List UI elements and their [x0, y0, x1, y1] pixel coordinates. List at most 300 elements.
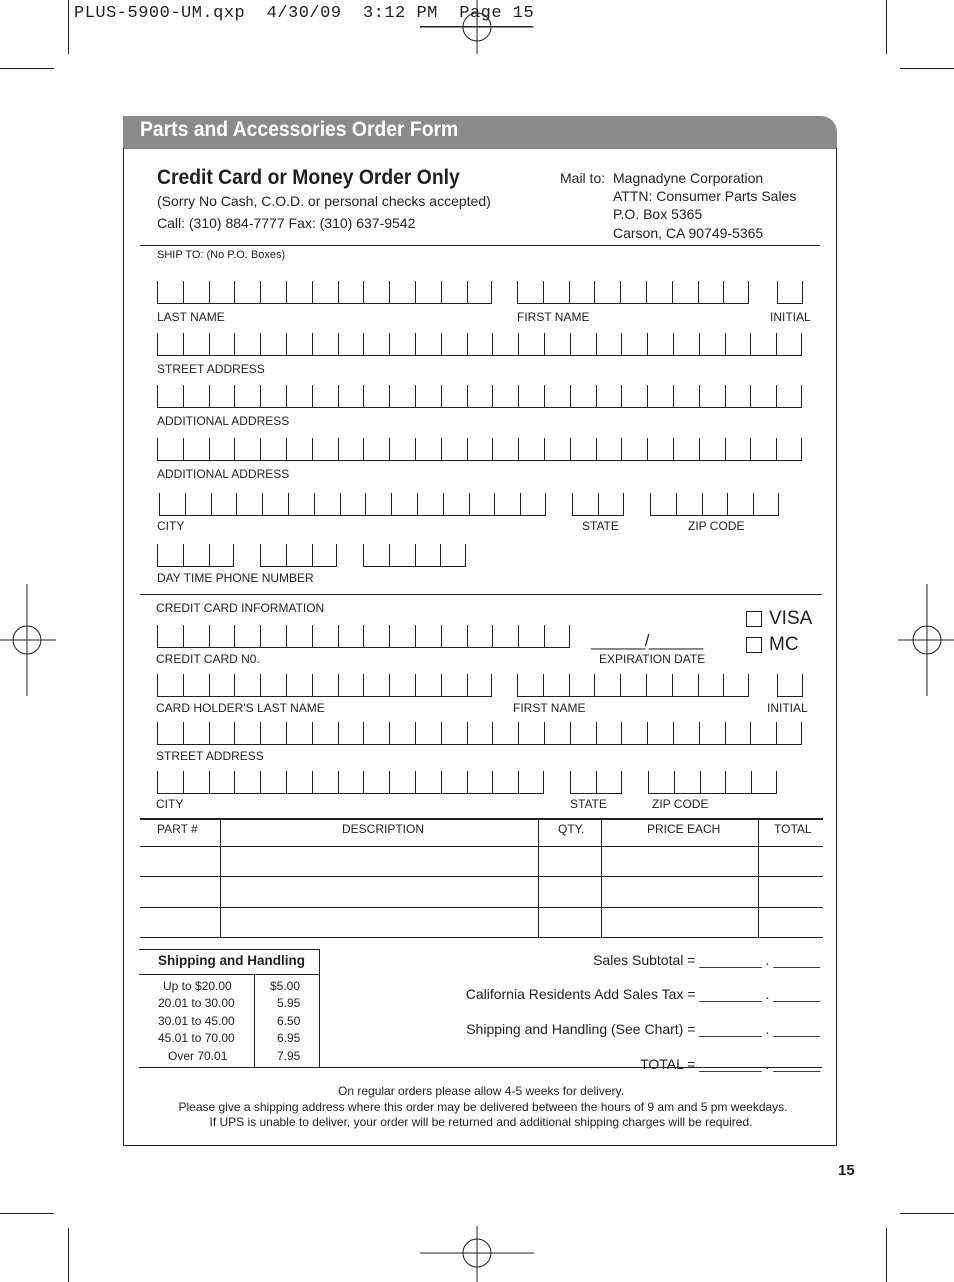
character-box[interactable]: [467, 722, 493, 745]
character-box[interactable]: [338, 333, 364, 356]
character-box[interactable]: [441, 625, 467, 648]
visa-label: VISA: [769, 608, 813, 629]
character-box[interactable]: [183, 333, 209, 356]
character-box[interactable]: [389, 722, 415, 745]
character-box[interactable]: [673, 333, 699, 356]
city-label: CITY: [157, 519, 185, 533]
character-box[interactable]: [441, 281, 467, 304]
mail-line: Magnadyne Corporation: [613, 170, 764, 186]
character-box[interactable]: [725, 771, 751, 794]
character-box[interactable]: [570, 771, 596, 794]
character-box[interactable]: [236, 493, 262, 516]
character-box[interactable]: [776, 438, 802, 461]
character-box[interactable]: [260, 385, 286, 408]
character-box[interactable]: [544, 438, 570, 461]
state-label: STATE: [582, 519, 619, 533]
character-box[interactable]: [260, 771, 286, 794]
character-box[interactable]: [699, 333, 725, 356]
character-box[interactable]: [517, 674, 543, 697]
character-box[interactable]: [776, 722, 802, 745]
character-box[interactable]: [234, 771, 260, 794]
mail-label: Mail to:: [560, 170, 606, 186]
character-box[interactable]: [234, 674, 260, 697]
character-box[interactable]: [725, 385, 751, 408]
character-box[interactable]: [185, 493, 211, 516]
character-box[interactable]: [209, 771, 235, 794]
character-box[interactable]: [520, 493, 546, 516]
table-column-rule: [220, 820, 221, 938]
shipping-chart-title: Shipping and Handling: [158, 953, 305, 968]
character-box[interactable]: [391, 493, 417, 516]
character-box[interactable]: [338, 722, 364, 745]
character-box[interactable]: [209, 385, 235, 408]
character-box[interactable]: [518, 333, 544, 356]
expiration-date-field[interactable]: ______/______: [591, 631, 703, 650]
additional-address-boxes[interactable]: [157, 438, 802, 461]
slug-underline: [420, 26, 532, 27]
character-box[interactable]: [777, 674, 803, 697]
character-box[interactable]: [338, 771, 364, 794]
character-box[interactable]: [209, 674, 235, 697]
character-box[interactable]: [594, 281, 620, 304]
character-box[interactable]: [209, 333, 235, 356]
character-box[interactable]: [492, 385, 518, 408]
character-box[interactable]: [183, 722, 209, 745]
character-box[interactable]: [338, 385, 364, 408]
additional-address-boxes[interactable]: [157, 385, 802, 408]
shipping-chart-rule: [139, 974, 320, 975]
character-box[interactable]: [363, 722, 389, 745]
character-box[interactable]: [544, 333, 570, 356]
price-each-header: PRICE EACH: [647, 822, 721, 836]
character-box[interactable]: [672, 281, 698, 304]
character-box[interactable]: [389, 281, 415, 304]
character-box[interactable]: [518, 385, 544, 408]
character-box[interactable]: [777, 281, 803, 304]
character-box[interactable]: [621, 438, 647, 461]
character-box[interactable]: [518, 771, 544, 794]
card-holder-first-name-label: FIRST NAME: [513, 701, 586, 715]
character-box[interactable]: [260, 438, 286, 461]
character-box[interactable]: [647, 385, 673, 408]
crop-mark: [900, 68, 954, 69]
character-box[interactable]: [753, 493, 779, 516]
card-city-boxes[interactable]: [157, 771, 544, 794]
character-box[interactable]: [596, 771, 622, 794]
character-box[interactable]: [492, 333, 518, 356]
character-box[interactable]: [260, 625, 286, 648]
card-state-boxes[interactable]: [570, 771, 622, 794]
description-header: DESCRIPTION: [342, 822, 425, 836]
character-box[interactable]: [157, 385, 183, 408]
character-box[interactable]: [286, 281, 312, 304]
character-box[interactable]: [389, 333, 415, 356]
divider: [140, 245, 820, 246]
character-box[interactable]: [699, 438, 725, 461]
card-holder-first-name-boxes[interactable]: [517, 674, 749, 697]
character-box[interactable]: [389, 438, 415, 461]
character-box[interactable]: [286, 438, 312, 461]
character-box[interactable]: [312, 385, 338, 408]
character-box[interactable]: [415, 674, 441, 697]
character-box[interactable]: [750, 722, 776, 745]
character-box[interactable]: [596, 385, 622, 408]
contact-info: Call: (310) 884-7777 Fax: (310) 637-9542: [157, 215, 416, 231]
character-box[interactable]: [469, 493, 495, 516]
initial-label: INITIAL: [770, 310, 811, 324]
zip-code-boxes[interactable]: [650, 493, 779, 516]
character-box[interactable]: [467, 281, 493, 304]
character-box[interactable]: [209, 544, 235, 567]
character-box[interactable]: [672, 674, 698, 697]
character-box[interactable]: [157, 771, 183, 794]
character-box[interactable]: [157, 281, 183, 304]
character-box[interactable]: [441, 674, 467, 697]
character-box[interactable]: [389, 674, 415, 697]
character-box[interactable]: [596, 438, 622, 461]
mc-checkbox[interactable]: [746, 637, 762, 653]
phone-area-code-boxes[interactable]: [157, 544, 234, 567]
character-box[interactable]: [699, 385, 725, 408]
file-slug: PLUS-5900-UM.qxp 4/30/09 3:12 PM Page 15: [74, 4, 535, 23]
registration-mark-bottom: [420, 1226, 534, 1282]
character-box[interactable]: [262, 493, 288, 516]
character-box[interactable]: [467, 438, 493, 461]
character-box[interactable]: [517, 281, 543, 304]
character-box[interactable]: [570, 722, 596, 745]
character-box[interactable]: [363, 544, 389, 567]
character-box[interactable]: [312, 333, 338, 356]
character-box[interactable]: [286, 625, 312, 648]
character-box[interactable]: [621, 333, 647, 356]
crop-mark: [68, 1228, 69, 1282]
character-box[interactable]: [415, 544, 441, 567]
character-box[interactable]: [415, 281, 441, 304]
character-box[interactable]: [234, 625, 260, 648]
character-box[interactable]: [467, 333, 493, 356]
character-box[interactable]: [312, 544, 338, 567]
character-box[interactable]: [676, 493, 702, 516]
character-box[interactable]: [621, 385, 647, 408]
qty-header: QTY.: [558, 822, 585, 836]
character-box[interactable]: [183, 544, 209, 567]
character-box[interactable]: [441, 722, 467, 745]
character-box[interactable]: [340, 493, 366, 516]
card-holder-initial-box[interactable]: [777, 674, 803, 697]
character-box[interactable]: [492, 625, 518, 648]
character-box[interactable]: [673, 385, 699, 408]
character-box[interactable]: [543, 281, 569, 304]
character-box[interactable]: [647, 333, 673, 356]
character-box[interactable]: [415, 438, 441, 461]
character-box[interactable]: [492, 438, 518, 461]
character-box[interactable]: [363, 385, 389, 408]
character-box[interactable]: [338, 674, 364, 697]
character-box[interactable]: [209, 625, 235, 648]
character-box[interactable]: [234, 281, 260, 304]
shipping-range: Over 70.01: [168, 1049, 228, 1063]
credit-card-number-boxes[interactable]: [157, 625, 570, 648]
credit-card-info-label: CREDIT CARD INFORMATION: [156, 601, 325, 615]
visa-checkbox[interactable]: [746, 611, 762, 627]
character-box[interactable]: [312, 625, 338, 648]
crop-mark: [900, 1213, 954, 1214]
table-row[interactable]: [140, 937, 823, 938]
character-box[interactable]: [286, 385, 312, 408]
character-box[interactable]: [751, 771, 777, 794]
character-box[interactable]: [750, 438, 776, 461]
sales-tax-field[interactable]: California Residents Add Sales Tax = ________ . ______: [465, 986, 820, 1002]
character-box[interactable]: [209, 438, 235, 461]
character-box[interactable]: [650, 493, 676, 516]
first-name-label: FIRST NAME: [517, 310, 590, 324]
character-box[interactable]: [598, 493, 624, 516]
footer-note: On regular orders please allow 4-5 weeks for delivery.: [338, 1084, 624, 1098]
character-box[interactable]: [260, 333, 286, 356]
character-box[interactable]: [443, 493, 469, 516]
first-name-boxes[interactable]: [517, 281, 749, 304]
character-box[interactable]: [338, 281, 364, 304]
character-box[interactable]: [518, 722, 544, 745]
character-box[interactable]: [621, 722, 647, 745]
character-box[interactable]: [544, 385, 570, 408]
character-box[interactable]: [260, 674, 286, 697]
character-box[interactable]: [570, 333, 596, 356]
character-box[interactable]: [157, 544, 183, 567]
total-header: TOTAL: [774, 822, 812, 836]
shipping-range: 30.01 to 45.00: [158, 1014, 235, 1028]
character-box[interactable]: [727, 493, 753, 516]
card-zip-code-boxes[interactable]: [648, 771, 777, 794]
character-box[interactable]: [543, 674, 569, 697]
character-box[interactable]: [183, 281, 209, 304]
character-box[interactable]: [209, 281, 235, 304]
character-box[interactable]: [314, 493, 340, 516]
grand-total-field[interactable]: TOTAL = ________ . ______: [640, 1056, 820, 1072]
character-box[interactable]: [572, 493, 598, 516]
character-box[interactable]: [363, 438, 389, 461]
shipping-chart-column-rule: [254, 974, 255, 1067]
last-name-label: LAST NAME: [157, 310, 225, 324]
phone-line-boxes[interactable]: [363, 544, 466, 567]
shipping-handling-field[interactable]: Shipping and Handling (See Chart) = ________ . ______: [466, 1021, 820, 1037]
form-title: Parts and Accessories Order Form: [140, 118, 459, 141]
character-box[interactable]: [723, 281, 749, 304]
zip-code-label: ZIP CODE: [688, 519, 745, 533]
city-boxes[interactable]: [159, 493, 546, 516]
character-box[interactable]: [441, 438, 467, 461]
crop-mark: [886, 1228, 887, 1282]
character-box[interactable]: [389, 544, 415, 567]
card-street-address-boxes[interactable]: [157, 722, 802, 745]
character-box[interactable]: [286, 544, 312, 567]
table-column-rule: [538, 820, 539, 938]
table-row[interactable]: [140, 907, 823, 908]
character-box[interactable]: [673, 722, 699, 745]
crop-mark: [0, 1213, 54, 1214]
character-box[interactable]: [698, 281, 724, 304]
character-box[interactable]: [183, 771, 209, 794]
shipping-cost: 6.95: [277, 1031, 301, 1045]
character-box[interactable]: [417, 493, 443, 516]
character-box[interactable]: [620, 281, 646, 304]
card-city-label: CITY: [156, 797, 184, 811]
character-box[interactable]: [492, 771, 518, 794]
expiration-date-label: EXPIRATION DATE: [599, 652, 706, 666]
phone-label: DAY TIME PHONE NUMBER: [157, 571, 314, 585]
character-box[interactable]: [183, 674, 209, 697]
character-box[interactable]: [467, 674, 493, 697]
footer-note: Please give a shipping address where this order may be delivered between the hours of 9 am and 5 pm weekdays.: [178, 1100, 788, 1114]
character-box[interactable]: [776, 385, 802, 408]
character-box[interactable]: [674, 771, 700, 794]
card-state-label: STATE: [570, 797, 607, 811]
character-box[interactable]: [699, 722, 725, 745]
character-box[interactable]: [260, 722, 286, 745]
table-row[interactable]: [140, 846, 823, 847]
mc-label: MC: [769, 634, 799, 655]
shipping-range: 45.01 to 70.00: [158, 1031, 235, 1045]
character-box[interactable]: [286, 333, 312, 356]
character-box[interactable]: [569, 674, 595, 697]
character-box[interactable]: [363, 674, 389, 697]
card-zip-code-label: ZIP CODE: [652, 797, 709, 811]
character-box[interactable]: [389, 771, 415, 794]
character-box[interactable]: [440, 544, 466, 567]
character-box[interactable]: [467, 771, 493, 794]
phone-prefix-boxes[interactable]: [260, 544, 337, 567]
character-box[interactable]: [518, 625, 544, 648]
character-box[interactable]: [544, 625, 570, 648]
character-box[interactable]: [415, 722, 441, 745]
character-box[interactable]: [570, 438, 596, 461]
character-box[interactable]: [776, 333, 802, 356]
character-box[interactable]: [723, 674, 749, 697]
character-box[interactable]: [647, 722, 673, 745]
character-box[interactable]: [620, 674, 646, 697]
shipping-cost: 5.95: [277, 996, 301, 1010]
character-box[interactable]: [159, 493, 185, 516]
character-box[interactable]: [415, 771, 441, 794]
ship-to-label: SHIP TO: (No P.O. Boxes): [157, 249, 286, 261]
character-box[interactable]: [725, 722, 751, 745]
character-box[interactable]: [441, 333, 467, 356]
character-box[interactable]: [647, 438, 673, 461]
character-box[interactable]: [312, 281, 338, 304]
character-box[interactable]: [702, 493, 728, 516]
character-box[interactable]: [312, 674, 338, 697]
character-box[interactable]: [312, 438, 338, 461]
character-box[interactable]: [183, 438, 209, 461]
initial-box[interactable]: [777, 281, 803, 304]
table-row[interactable]: [140, 876, 823, 877]
character-box[interactable]: [492, 722, 518, 745]
character-box[interactable]: [646, 674, 672, 697]
character-box[interactable]: [363, 771, 389, 794]
character-box[interactable]: [570, 385, 596, 408]
additional-address-label: ADDITIONAL ADDRESS: [157, 467, 290, 481]
character-box[interactable]: [596, 333, 622, 356]
character-box[interactable]: [389, 625, 415, 648]
character-box[interactable]: [157, 625, 183, 648]
character-box[interactable]: [750, 385, 776, 408]
character-box[interactable]: [494, 493, 520, 516]
last-name-boxes[interactable]: [157, 281, 492, 304]
character-box[interactable]: [363, 333, 389, 356]
character-box[interactable]: [288, 493, 314, 516]
character-box[interactable]: [415, 385, 441, 408]
character-box[interactable]: [750, 333, 776, 356]
shipping-range: 20.01 to 30.00: [158, 996, 235, 1010]
character-box[interactable]: [183, 385, 209, 408]
character-box[interactable]: [234, 385, 260, 408]
character-box[interactable]: [700, 771, 726, 794]
character-box[interactable]: [260, 281, 286, 304]
character-box[interactable]: [648, 771, 674, 794]
character-box[interactable]: [286, 771, 312, 794]
character-box[interactable]: [518, 438, 544, 461]
page-number: 15: [838, 1162, 855, 1179]
character-box[interactable]: [594, 674, 620, 697]
character-box[interactable]: [441, 385, 467, 408]
credit-card-number-label: CREDIT CARD N0.: [156, 652, 260, 666]
character-box[interactable]: [157, 438, 183, 461]
character-box[interactable]: [415, 333, 441, 356]
state-boxes[interactable]: [572, 493, 624, 516]
street-address-boxes[interactable]: [157, 333, 802, 356]
character-box[interactable]: [725, 333, 751, 356]
character-box[interactable]: [673, 438, 699, 461]
character-box[interactable]: [365, 493, 391, 516]
shipping-cost: 7.95: [277, 1049, 301, 1063]
character-box[interactable]: [467, 625, 493, 648]
character-box[interactable]: [260, 544, 286, 567]
character-box[interactable]: [157, 674, 183, 697]
character-box[interactable]: [312, 771, 338, 794]
character-box[interactable]: [234, 333, 260, 356]
crop-mark: [68, 0, 69, 54]
character-box[interactable]: [157, 333, 183, 356]
character-box[interactable]: [441, 771, 467, 794]
character-box[interactable]: [312, 722, 338, 745]
character-box[interactable]: [389, 385, 415, 408]
payment-note: (Sorry No Cash, C.O.D. or personal checks accepted): [157, 193, 491, 209]
character-box[interactable]: [363, 281, 389, 304]
character-box[interactable]: [698, 674, 724, 697]
character-box[interactable]: [569, 281, 595, 304]
character-box[interactable]: [209, 722, 235, 745]
character-box[interactable]: [286, 722, 312, 745]
character-box[interactable]: [596, 722, 622, 745]
character-box[interactable]: [338, 625, 364, 648]
character-box[interactable]: [183, 625, 209, 648]
character-box[interactable]: [544, 722, 570, 745]
character-box[interactable]: [646, 281, 672, 304]
character-box[interactable]: [467, 385, 493, 408]
character-box[interactable]: [234, 438, 260, 461]
character-box[interactable]: [157, 722, 183, 745]
character-box[interactable]: [363, 625, 389, 648]
sales-subtotal-field[interactable]: Sales Subtotal = ________ . ______: [593, 952, 820, 968]
character-box[interactable]: [234, 722, 260, 745]
street-address-label: STREET ADDRESS: [157, 362, 265, 376]
character-box[interactable]: [211, 493, 237, 516]
character-box[interactable]: [338, 438, 364, 461]
character-box[interactable]: [415, 625, 441, 648]
character-box[interactable]: [725, 438, 751, 461]
character-box[interactable]: [286, 674, 312, 697]
card-holder-last-name-boxes[interactable]: [157, 674, 492, 697]
